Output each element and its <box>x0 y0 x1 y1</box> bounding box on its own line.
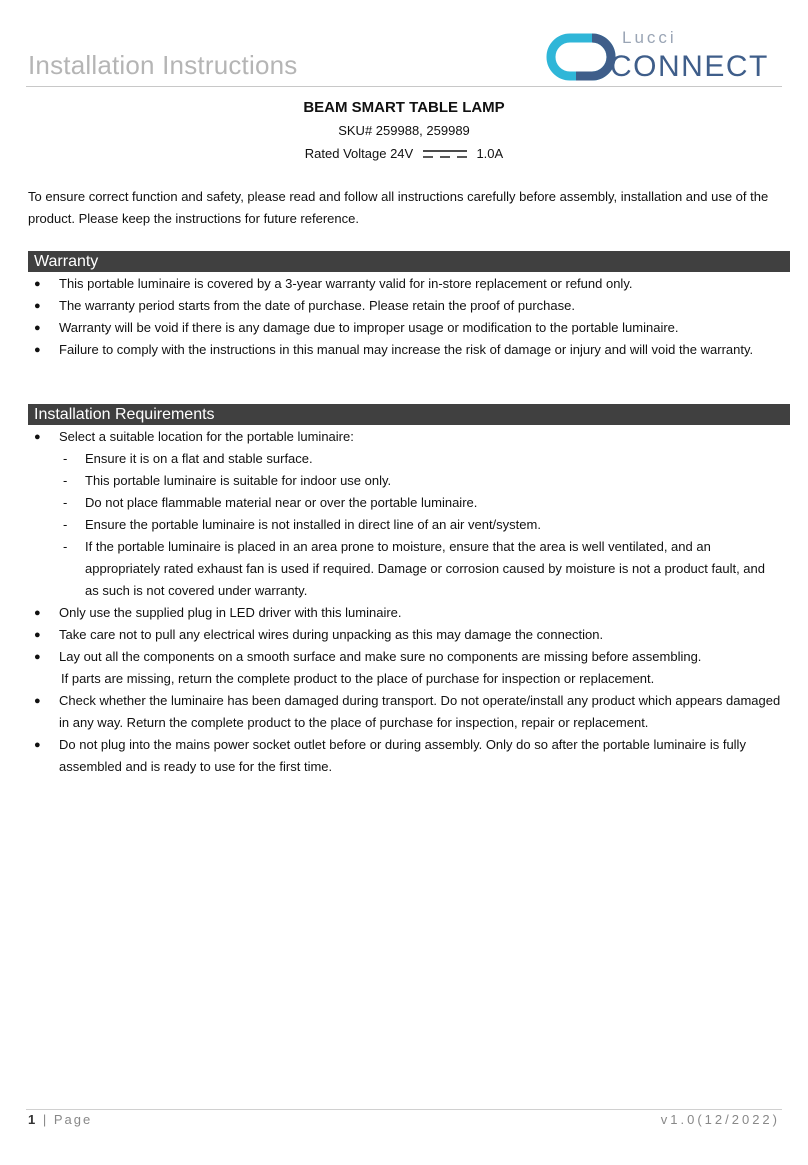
page-number <box>28 1112 92 1127</box>
bullet-icon: ● <box>34 431 41 443</box>
list-item: ● Do not plug into the mains power socket outlet before or during assembly. Only do so after the portable luminaire is fully assembled and is ready to use for the first time. <box>28 734 782 778</box>
installation-list <box>28 426 782 778</box>
section-heading-installation: Installation Requirements <box>28 404 790 425</box>
sub-list-item: - This portable luminaire is suitable for indoor use only. <box>59 470 782 492</box>
header-divider <box>26 86 782 87</box>
list-item: ● Check whether the luminaire has been damaged during transport. Do not operate/install any product which appears damaged in any way. Return the complete product to the place of purchase for inspection, repair or replacement. <box>28 690 782 734</box>
page-header-title: Installation Instructions <box>28 50 298 80</box>
dash-icon: - <box>63 495 68 510</box>
section-heading-warranty: Warranty <box>28 251 790 272</box>
brand-logo-small-text: Lucci <box>622 28 677 47</box>
list-item: ● The warranty period starts from the date of purchase. Please retain the proof of purchase. <box>28 295 782 317</box>
list-item: ● Warranty will be void if there is any damage due to improper usage or modification to the portable luminaire. <box>28 317 782 339</box>
list-item: ● Failure to comply with the instructions in this manual may increase the risk of damage or injury and will void the warranty. <box>28 339 782 361</box>
sub-list-item: - Ensure it is on a flat and stable surface. <box>59 448 782 470</box>
page-label: | Page <box>37 1112 93 1127</box>
product-title: BEAM SMART TABLE LAMP <box>303 99 505 116</box>
product-rating <box>0 146 808 161</box>
bullet-icon: ● <box>34 300 41 312</box>
bullet-icon: ● <box>34 322 41 334</box>
list-item: ● This portable luminaire is covered by a 3-year warranty valid for in-store replacement or refund only. <box>28 273 782 295</box>
bullet-icon: ● <box>34 607 41 619</box>
sub-list-item: - Ensure the portable luminaire is not installed in direct line of an air vent/system. <box>59 514 782 536</box>
warranty-list <box>28 273 782 361</box>
intro-paragraph: To ensure correct function and safety, please read and follow all instructions carefully before assembly, installation and use of the product. Please keep the instructions for future reference. <box>28 189 769 226</box>
sub-list-item: - Do not place flammable material near or over the portable luminaire. <box>59 492 782 514</box>
bullet-icon: ● <box>34 651 41 663</box>
dash-icon: - <box>63 451 68 466</box>
product-sku: SKU# 259988, 259989 <box>338 123 470 138</box>
bullet-icon: ● <box>34 278 41 290</box>
list-item: ● Lay out all the components on a smooth surface and make sure no components are missing before assembling. If parts are missing, return the complete product to the place of purchase for inspection or replacement. <box>28 646 782 690</box>
brand-logo-big-text: CONNECT <box>610 50 769 83</box>
list-item: ● Select a suitable location for the portable luminaire: - Ensure it is on a flat and stable surface. - This portable luminaire is suitable for indoor use only. - Do not place flammable material near or over the portable luminaire. - Ensure the portable luminaire is not installed in direct line of an air vent/system. - If the portable luminaire is placed in an area prone to moisture, ensure that the area is well ventilated, and an appropriately rated exhaust fan is used if required. Damage or corrosion caused by moisture is not a product fault, and as such is not covered under warranty. <box>28 426 782 602</box>
continuation-line: If parts are missing, return the complete product to the place of purchase for inspection or replacement. <box>61 671 655 686</box>
location-sub-list <box>59 448 782 602</box>
document-version: v1.0(12/2022) <box>660 1112 780 1127</box>
bullet-icon: ● <box>34 344 41 356</box>
dash-icon: - <box>63 517 68 532</box>
list-item: ● Only use the supplied plug in LED driver with this luminaire. <box>28 602 782 624</box>
dc-current-icon <box>423 149 467 159</box>
bullet-icon: ● <box>34 739 41 751</box>
list-item: ● Take care not to pull any electrical wires during unpacking as this may damage the connection. <box>28 624 782 646</box>
page-number-value: 1 <box>28 1112 38 1127</box>
bullet-icon: ● <box>34 629 41 641</box>
sub-list-item: - If the portable luminaire is placed in an area prone to moisture, ensure that the area is well ventilated, and an appropriately rated exhaust fan is used if required. Damage or corrosion caused by moisture is not a product fault, and as such is not covered under warranty. <box>59 536 782 602</box>
dash-icon: - <box>63 539 68 554</box>
brand-logo <box>546 28 778 84</box>
brand-logo-icon <box>546 32 616 82</box>
footer-divider <box>26 1109 782 1110</box>
rating-voltage: Rated Voltage 24V <box>304 146 414 161</box>
dash-icon: - <box>63 473 68 488</box>
rating-current: 1.0A <box>476 146 504 161</box>
bullet-icon: ● <box>34 695 41 707</box>
